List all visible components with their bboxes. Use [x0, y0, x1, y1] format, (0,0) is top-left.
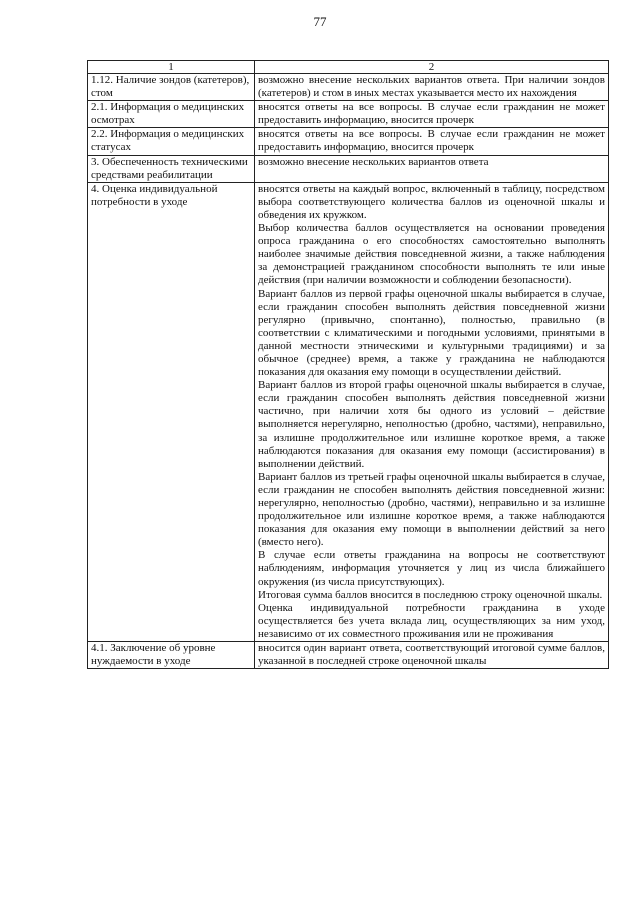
row-label: 1.12. Наличие зондов (катетеров), стом	[88, 74, 255, 101]
row-label: 2.2. Информация о медицинских статусах	[88, 128, 255, 155]
row-description	[255, 74, 609, 101]
row-label: 4.1. Заключение об уровне нуждаемости в уходе	[88, 642, 255, 669]
header-col-2: 2	[255, 61, 609, 74]
header-col-1: 1	[88, 61, 255, 74]
row-paragraph: В случае если ответы гражданина на вопросы не соответствуют наблюдениям, информация уточняется у лиц из числа ближайшего окружения (из числа присутствующих).	[258, 549, 605, 588]
row-description	[255, 128, 609, 155]
table-row	[88, 182, 609, 641]
row-paragraph: вносятся ответы на каждый вопрос, включенный в таблицу, посредством выбора соответствующего количества баллов из оценочной шкалы и обведения их кружком.	[258, 182, 605, 221]
row-paragraph: Вариант баллов из второй графы оценочной шкалы выбирается в случае, если гражданин способен выполнять действия повседневной жизни частично, при наличии хотя бы одного из условий – действие выполняется нерегулярно, неполностью (дробно, частями), неправильно, за излишне продолжительное или излишне короткое время, а также наблюдаются показания для оказания ему помощи (ассистирования) в выполнении действий.	[258, 379, 605, 470]
table-header-row	[88, 61, 609, 74]
row-paragraph: Выбор количества баллов осуществляется на основании проведения опроса гражданина о его способностях самостоятельно выполнять наиболее значимые действия повседневной жизни, а также наблюдения за демонстрацией гражданином способности выполнять те или иные действия (при наличии возможности и соблюдении безопасности).	[258, 222, 605, 287]
instructions-table	[87, 60, 609, 669]
row-paragraph: Оценка индивидуальной потребности гражданина в уходе осуществляется без учета вклада лиц, осуществляющих за ним уход, независимо от их совместного проживания или не проживания	[258, 601, 605, 640]
table-row	[88, 128, 609, 155]
page-number: 77	[313, 14, 327, 29]
row-paragraph: Вариант баллов из третьей графы оценочной шкалы выбирается в случае, если гражданин не способен выполнять действия повседневной жизни: нерегулярно, неполностью (дробно, частями), неправильно и за излишне продолжительное или излишне короткое время, а также наблюдаются показания для оказания ему помощи в выполнении действий за него (вместо него).	[258, 470, 605, 549]
row-paragraph: вносится один вариант ответа, соответствующий итоговой сумме баллов, указанной в последней строке оценочной шкалы	[258, 642, 605, 668]
table-row	[88, 155, 609, 182]
row-paragraph: Итоговая сумма баллов вносится в последнюю строку оценочной шкалы.	[258, 588, 603, 601]
row-description	[255, 182, 609, 641]
row-description	[255, 155, 609, 182]
row-paragraph: возможно внесение нескольких вариантов ответа. При наличии зондов (катетеров) и стом в иных местах указывается место их нахождения	[258, 74, 605, 100]
table-row	[88, 74, 609, 101]
row-description	[255, 101, 609, 128]
row-label: 2.1. Информация о медицинских осмотрах	[88, 101, 255, 128]
row-label: 3. Обеспеченность техническими средствами реабилитации	[88, 155, 255, 182]
row-description	[255, 642, 609, 669]
row-paragraph: возможно внесение нескольких вариантов ответа	[258, 155, 489, 168]
row-label: 4. Оценка индивидуальной потребности в уходе	[88, 182, 255, 641]
table-row	[88, 101, 609, 128]
row-paragraph: вносятся ответы на все вопросы. В случае если гражданин не может предоставить информацию, вносится прочерк	[258, 128, 605, 154]
row-paragraph: Вариант баллов из первой графы оценочной шкалы выбирается в случае, если гражданин способен выполнять действия повседневной жизни регулярно (привычно, спонтанно), полностью, правильно (в соответствии с климатическими и погодными условиями, принятыми в данной местности этническими и культурными традициями) и за обычное (среднее) время, а также у гражданина не наблюдаются показания для оказания ему помощи в осуществлении действий.	[258, 287, 605, 379]
row-paragraph: вносятся ответы на все вопросы. В случае если гражданин не может предоставить информацию, вносится прочерк	[258, 101, 605, 127]
table-row	[88, 642, 609, 669]
